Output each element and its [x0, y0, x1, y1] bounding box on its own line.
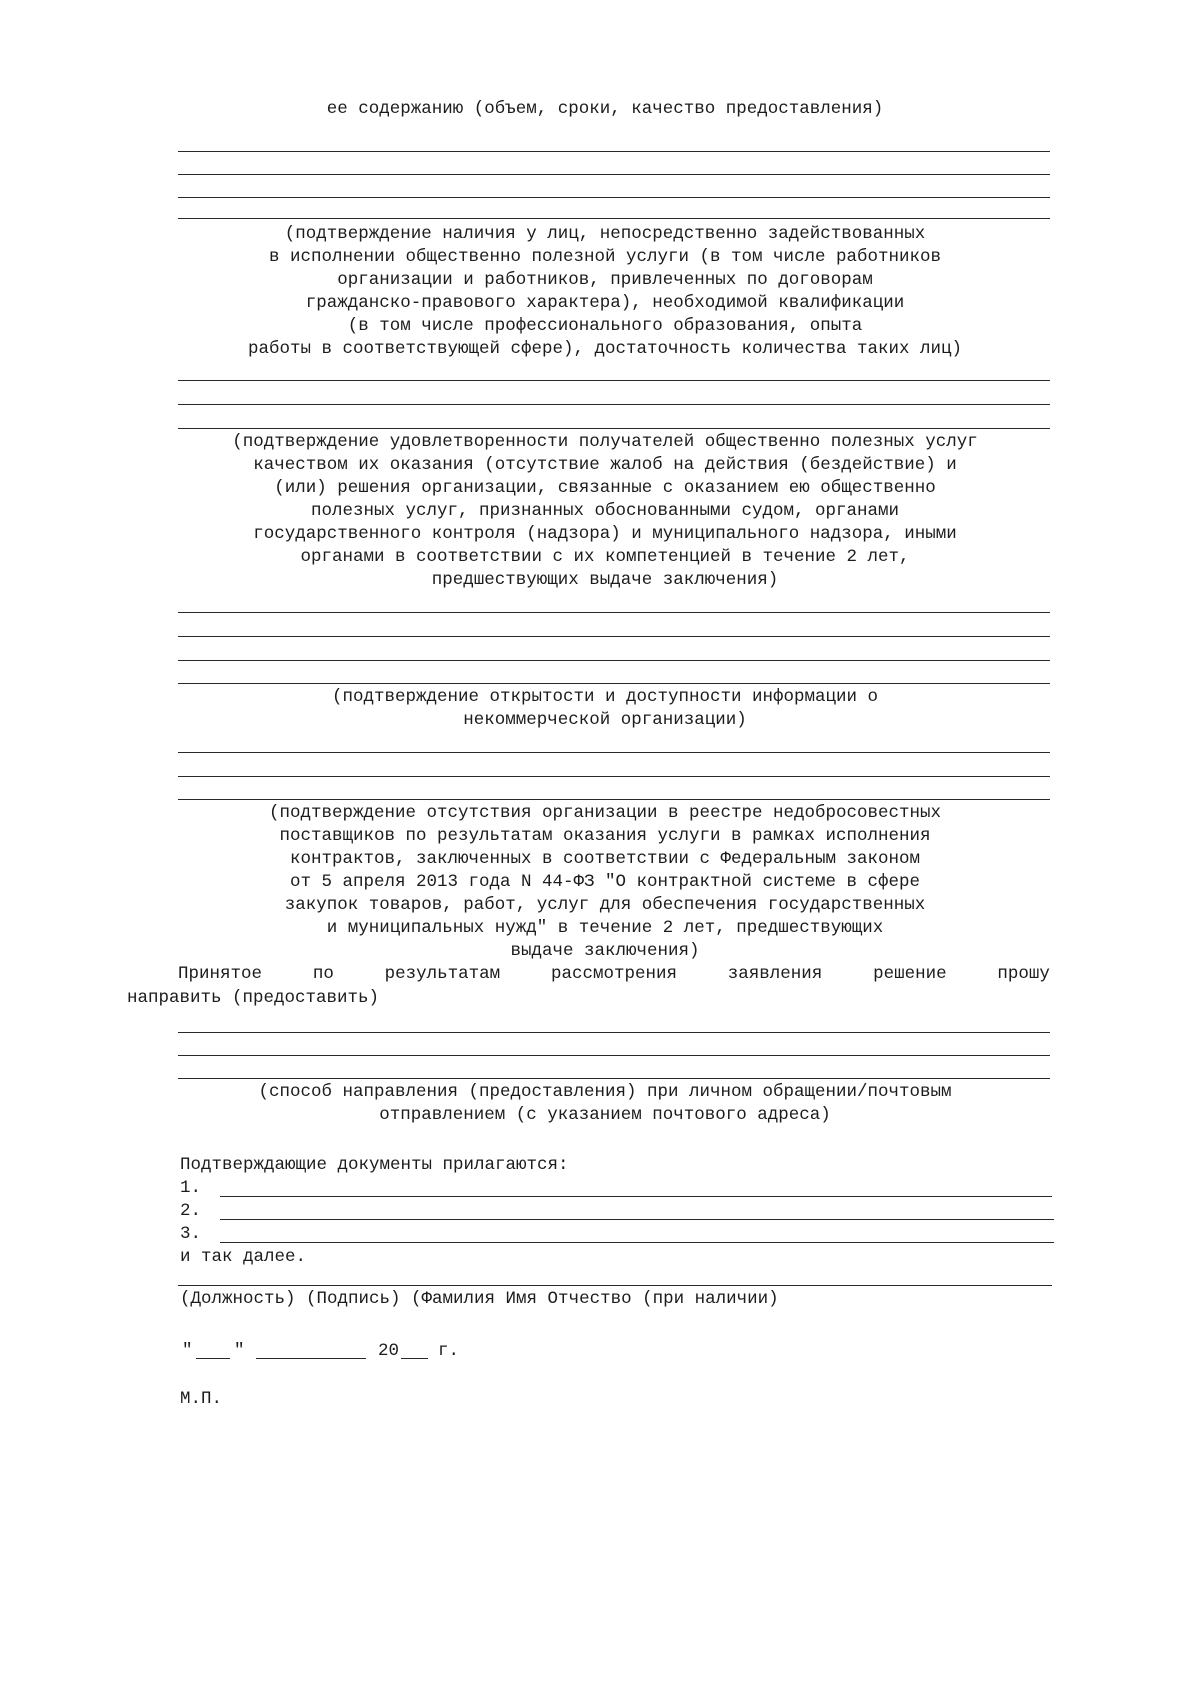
fill-line	[178, 752, 1050, 753]
attachment-number: 2.	[180, 1201, 202, 1221]
caption-registry-line: от 5 апреля 2013 года N 44-ФЗ "О контрактной системе в сфере	[289, 872, 921, 892]
fill-line	[178, 683, 1050, 684]
signature-line	[178, 1285, 1052, 1286]
word: по	[312, 964, 334, 984]
date-month-line	[256, 1358, 366, 1359]
attachment-line	[220, 1219, 1054, 1220]
caption-satisfaction-line: качеством их оказания (отсутствие жалоб на действия (бездействие) и	[253, 455, 957, 475]
attachment-line	[220, 1196, 1052, 1197]
caption-qualification-line: гражданско-правового характера), необходимой квалификации	[305, 293, 905, 313]
caption-qualification-line: (в том числе профессионального образования, опыта	[347, 316, 863, 336]
word: заявления	[727, 964, 823, 984]
word: Принятое	[178, 964, 263, 984]
caption-registry-line: выдаче заключения)	[510, 941, 700, 961]
date-year-suffix: г.	[438, 1341, 460, 1361]
word: прошу	[997, 964, 1050, 984]
caption-registry-line: и муниципальных нужд" в течение 2 лет, предшествующих	[326, 918, 884, 938]
caption-registry-line: закупок товаров, работ, услуг для обеспечения государственных	[284, 895, 926, 915]
attachment-line	[220, 1242, 1054, 1243]
fill-line	[178, 197, 1050, 198]
stamp-label: М.П.	[180, 1389, 223, 1409]
attachment-number: 3.	[180, 1224, 202, 1244]
date-year-line	[401, 1358, 428, 1359]
fill-line	[178, 636, 1050, 637]
caption-satisfaction-line: предшествующих выдаче заключения)	[431, 570, 779, 590]
caption-satisfaction-line: (подтверждение удовлетворенности получателей общественно полезных услуг	[232, 432, 978, 452]
fill-line	[178, 1055, 1050, 1056]
attachment-number: 1.	[180, 1178, 202, 1198]
word: рассмотрения	[550, 964, 677, 984]
caption-qualification-line: организации и работников, привлеченных по договорам	[337, 270, 873, 290]
caption-registry-line: контрактов, заключенных в соответствии с Федеральным законом	[289, 849, 921, 869]
decision-line-1	[178, 963, 1050, 986]
date-day-line	[196, 1358, 230, 1359]
fill-line	[178, 380, 1050, 381]
caption-satisfaction-line: органами в соответствии с их компетенцией в течение 2 лет,	[300, 547, 910, 567]
caption-openness-line: некоммерческой организации)	[463, 710, 747, 730]
caption-openness-line: (подтверждение открытости и доступности информации о	[331, 687, 879, 707]
caption-qualification-line: в исполнении общественно полезной услуги (в том числе работников	[268, 247, 942, 267]
fill-line	[178, 612, 1050, 613]
caption-service-content: ее содержанию (объем, сроки, качество предоставления)	[326, 99, 884, 119]
caption-method-line: отправлением (с указанием почтового адреса)	[379, 1105, 831, 1125]
fill-line	[178, 1032, 1050, 1033]
fill-line	[178, 428, 1050, 429]
and-so-on: и так далее.	[180, 1247, 307, 1267]
attachments-heading: Подтверждающие документы прилагаются:	[180, 1155, 569, 1175]
fill-line	[178, 799, 1050, 800]
caption-satisfaction-line: полезных услуг, признанных обоснованными судом, органами	[310, 501, 900, 521]
decision-line-2: направить (предоставить)	[127, 988, 380, 1008]
fill-line	[178, 1078, 1050, 1079]
fill-line	[178, 151, 1050, 152]
caption-satisfaction-line: (или) решения организации, связанные с оказанием ею общественно	[274, 478, 936, 498]
word: решение	[873, 964, 947, 984]
caption-qualification-line: (подтверждение наличия у лиц, непосредственно задействованных	[284, 224, 926, 244]
caption-qualification-line: работы в соответствующей сфере), достаточность количества таких лиц)	[247, 339, 963, 359]
word: результатам	[384, 964, 501, 984]
caption-registry-line: (подтверждение отсутствия организации в реестре недобросовестных	[268, 803, 942, 823]
signature-caption: (Должность) (Подпись) (Фамилия Имя Отчество (при наличии)	[180, 1289, 779, 1309]
fill-line	[178, 660, 1050, 661]
fill-line	[178, 404, 1050, 405]
fill-line	[178, 174, 1050, 175]
caption-method-line: (способ направления (предоставления) при личном обращении/почтовым	[258, 1082, 952, 1102]
date-year-prefix: 20	[378, 1341, 400, 1361]
fill-line	[178, 776, 1050, 777]
fill-line	[178, 218, 1050, 219]
date-open-quote: "	[182, 1341, 193, 1361]
date-close-quote: "	[234, 1341, 245, 1361]
caption-registry-line: поставщиков по результатам оказания услуги в рамках исполнения	[279, 826, 931, 846]
caption-satisfaction-line: государственного контроля (надзора) и муниципального надзора, иными	[253, 524, 957, 544]
